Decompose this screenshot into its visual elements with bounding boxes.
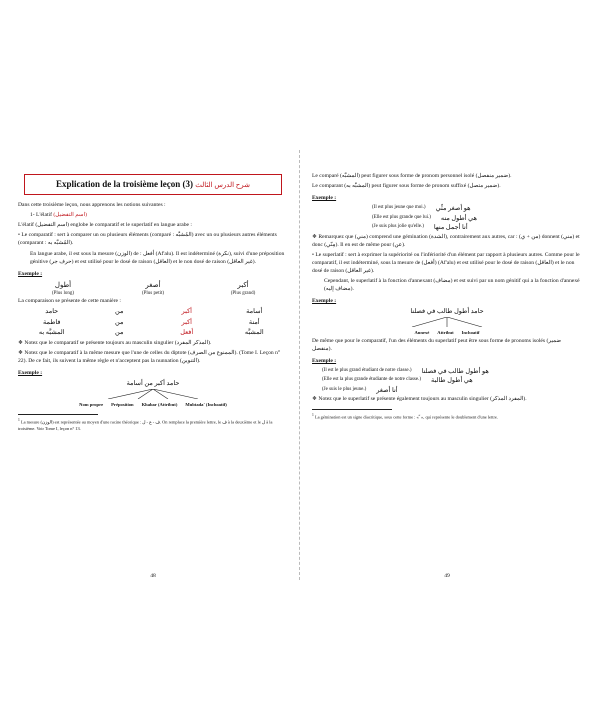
examples-list-2: [322, 367, 582, 395]
comparant-pronoun-line: Le comparant (المشبَّه به) peut figurer sous forme de pronom suffixé (ضمير متصل).: [312, 183, 501, 190]
example-label-2: Exemple :: [18, 370, 43, 377]
example-gloss: (Plus grand): [230, 291, 256, 297]
note-masculin: ❖ Notez que le comparatif se présente toujours au masculin singulier (المذكر المفرد).: [18, 339, 288, 347]
example-line: (Elle est la plus grande étudiante de notre classe.) هي أطول طالبة: [322, 377, 473, 385]
footnote-rule: [312, 409, 392, 410]
footnote-rule: [18, 414, 98, 415]
example-line: (Elle est plus grande que lui.) هي أطول منه: [372, 214, 477, 222]
example-label-2: Exemple :: [312, 298, 337, 305]
intro-text: Dans cette troisième leçon, nous apprenons les notions suivantes :: [18, 202, 166, 209]
footnote: $^1$ La gémination est un signe diacritique, sous cette forme : « ّ », qui représente le doublement d'une lettre.: [312, 413, 498, 420]
example-word: أكبر: [237, 280, 249, 289]
comparison-row: المشبَّه أفعل من المشبَّه به: [38, 329, 264, 337]
comparison-row: أسامة أكبر من حامد: [45, 308, 263, 316]
tree-label: Annexé: [414, 329, 430, 335]
tree-label: Préposition: [111, 401, 134, 407]
notion-item-1: 1- L'élatif (اسم التفضيل): [30, 212, 88, 219]
tree-label: Khabar (Attribut): [141, 401, 178, 407]
example-label: Exemple :: [312, 195, 337, 202]
right-page: [312, 150, 582, 580]
lesson-title-arabic: شرح الدرس الثالث: [195, 181, 251, 189]
example-label-3: Exemple :: [312, 357, 337, 364]
tree-label: Nom propre: [79, 401, 104, 407]
pronoms-isoles-line: De même que pour le comparatif, l'un des éléments du superlatif peut être sous forme de pronoms isolés (ضمير منفصل).: [312, 337, 562, 352]
gemination-remark: ❖ Remarquez que (مني) comprend une gémination (الشدة), contrairement aux autres, car : (من + ي) donnent (مني) et donc (مِنّي). Il en est de même pour (عن).: [312, 233, 582, 249]
compare-pronoun-line: Le comparé (المشبَّه) peut figurer sous forme de pronom personnel isolé (ضمير منفصل).: [312, 173, 512, 179]
lesson-title: Explication de la troisième leçon (3): [55, 179, 194, 189]
example-line: (Je suis le plus jeune.) أنا أصغر: [322, 386, 398, 394]
page-number: 49: [444, 572, 450, 579]
comparison-intro: La comparaison se présente de cette manière :: [18, 298, 121, 305]
page-gutter: [299, 150, 300, 580]
elatif-definition: L'élatif (اسم التفضيل) englobe le comparatif et le superlatif en langue arabe :: [18, 222, 192, 229]
tree-sentence: حامد أطول طالب في فصلنا: [410, 308, 484, 316]
example-glosses: [18, 290, 288, 297]
example-word: أصغر: [145, 280, 161, 289]
tree-labels: [18, 402, 288, 409]
note-superlatif-masculin: ❖ Notez que le superlatif se présente également toujours au masculin singulier (المفرد المذكر).: [312, 395, 582, 403]
left-page: [18, 150, 288, 580]
comparison-row: أمنة أكبر من فاطمة: [42, 318, 260, 326]
footnote: $^1$ La mesure (الوزن) est représentée au moyen d'une racine théorique : ف - ع - ل. On remplace la première lettre, le ف à la deuxième et le ل à la troisième. Voir Tome I, leçon n° 13.: [18, 418, 273, 432]
comparatif-definition: • Le comparatif : sert à comparer un ou plusieurs éléments (comparé : المُشبَّه) avec un ou plusieurs autres éléments (comparant : المُشبَّه به).: [18, 231, 288, 247]
tree-lines: [397, 317, 497, 327]
examples-list: [372, 204, 582, 232]
tree-sentence: حامد أكبر من أسامة: [126, 380, 180, 388]
example-word: أطول: [54, 280, 72, 289]
example-line: (Je suis plus jolie qu'elle.) أنا أجمل منها: [372, 224, 468, 232]
comparison-table: [18, 307, 288, 337]
tree-lines: [93, 389, 213, 399]
example-words: [18, 280, 288, 290]
tree-label: Inchoatif: [461, 329, 480, 335]
comparatif-measure: En langue arabe, il est sous la mesure (الوزن) de : أفعل (Af'alu). Il est indéterminé (نكرة), suivi d'une préposition génitive (حرف جر) et est utilisé pour le dosé de raison (العاقل) et le non dosé de raison (غير العاقل).: [30, 250, 285, 265]
lesson-title-box: [24, 174, 282, 195]
example-label: Exemple :: [18, 270, 43, 277]
page-number: 48: [150, 572, 156, 579]
note-diptote: ❖ Notez que le comparatif à la même mesure que l'une de celles du diptote (الممنوع من الصرف). (Tome I. Leçon n° 22). De ce fait, ils suivent la même règle et n'acceptent pas la nunnation (التنوين).: [18, 349, 288, 365]
tree-label: Mubtada' (Inchoatif): [185, 401, 227, 407]
example-gloss: (Plus long): [51, 291, 75, 297]
example-line: (Il est plus jeune que moi.) هو أصغر منِّي: [372, 205, 471, 213]
superlatif-annexant: Cependant, le superlatif à la fonction d'annexant (مضاف) et est suivi par un nom génitif qui a la fonction d'annexé (مضاف إليه).: [324, 278, 580, 293]
example-line: (Il est le plus grand étudiant de notre classe.) هو أطول طالب في فصلنا: [322, 367, 489, 375]
tree-labels: [312, 330, 582, 337]
tree-label: Attribut: [437, 329, 454, 335]
example-gloss: (Plus petit): [141, 291, 165, 297]
superlatif-definition: • Le superlatif : sert à exprimer la supériorité ou l'infériorité d'un élément par rapport à plusieurs autres. Comme pour le comparatif, il est indéterminé, sous la mesure de (أفعل) (Af'alu) et est utilisé pour le dosé de raison (العاقل) et le non dosé de raison (غير العاقل).: [312, 251, 582, 275]
